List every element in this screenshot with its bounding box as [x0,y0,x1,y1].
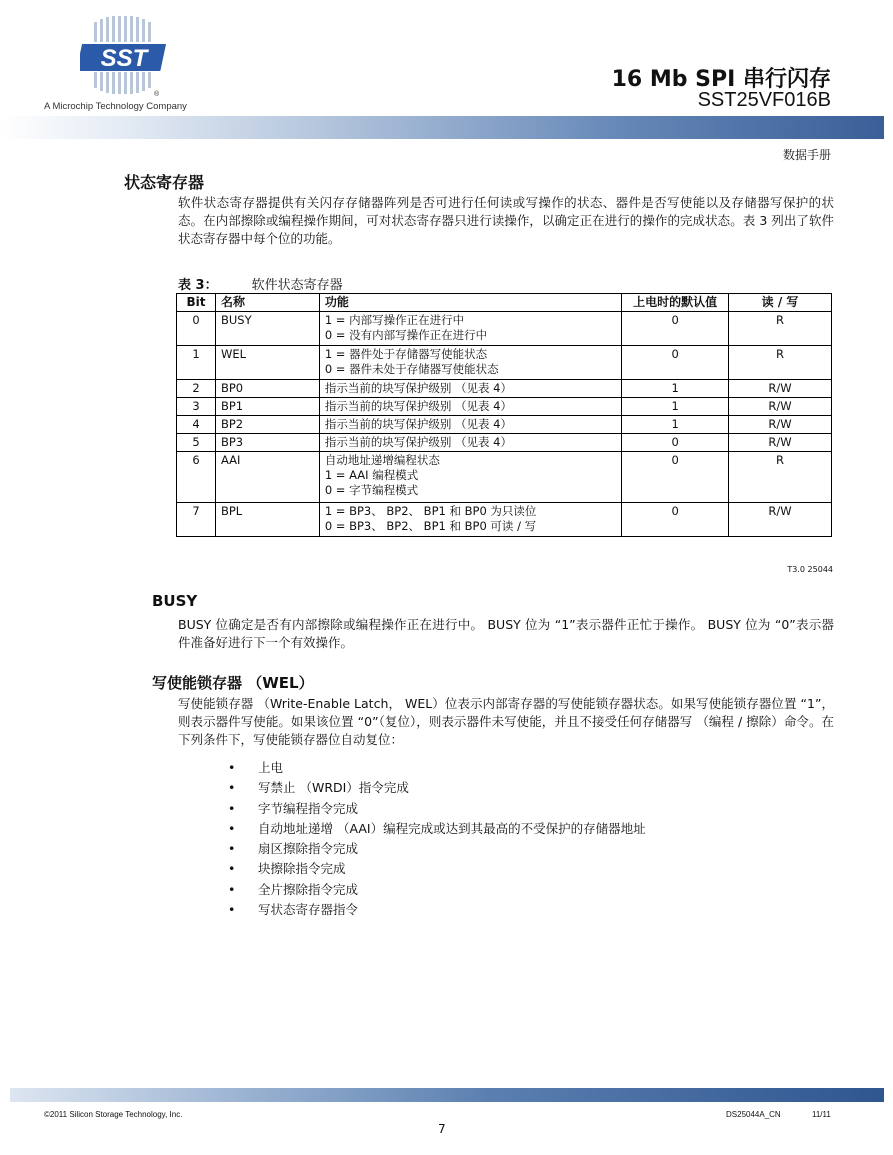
bullet-icon: • [228,820,236,836]
subsection-heading-wel: 写使能锁存器 （WEL） [152,674,314,692]
bullet-icon: • [228,841,236,857]
svg-text:®: ® [154,91,160,98]
table-header-row [177,294,832,312]
col-header-name: 名称 [215,294,319,312]
table-row [177,452,832,503]
table-note: T3.0 25044 [787,565,833,574]
cell-default: 1 [622,416,729,434]
cell-function [319,452,621,503]
table-caption-label: 表 3： [178,278,218,293]
function-line: 1 = 内部写操作正在进行中 [324,313,465,327]
function-line: 0 = 没有内部写操作正在进行中 [324,328,488,342]
function-line: 自动地址递增编程状态 [324,453,440,467]
table-caption [178,274,343,293]
cell-function: 指示当前的块写保护级别 （见表 4） [319,380,621,398]
logo-text: SST [100,45,148,72]
table-row [177,503,832,537]
list-item-text: 上电 [258,760,284,775]
function-line: 1 = 器件处于存储器写使能状态 [324,347,488,361]
function-line: 1 = BP3、 BP2、 BP1 和 BP0 为只读位 [324,504,537,518]
table-row [177,398,832,416]
tagline: A Microchip Technology Company [44,101,187,112]
section-heading-status-register: 状态寄存器 [124,173,205,192]
document-number: DS25044A_CN [726,1110,781,1119]
list-item [228,859,646,879]
list-item [228,778,646,798]
cell-rw: R [729,312,832,346]
wel-description: 写使能锁存器 （Write-Enable Latch， WEL）位表示内部寄存器的写使能锁存器状态。如果写使能锁存器位置 “1”，则表示器件写使能。如果该位置 “0”（复位），则表示器件未写使能，并且不接受任何存储器写 （编程 / 擦除）命令。在下列条件下，写使能锁存器位自动复位： [178,696,834,747]
table-row [177,346,832,380]
cell-default: 0 [622,346,729,380]
cell-rw: R/W [729,434,832,452]
document-title: 16 Mb SPI 串行闪存 [611,67,831,92]
cell-rw: R/W [729,416,832,434]
cell-name: AAI [215,452,319,503]
cell-bit: 3 [177,398,216,416]
cell-function [319,312,621,346]
status-register-intro: 软件状态寄存器提供有关闪存存储器阵列是否可进行任何读或写操作的状态、器件是否写使能以及存储器写保护的状态。在内部擦除或编程操作期间，可对状态寄存器只进行读操作，以确定正在进行的操作的完成状态。表 3 列出了软件状态寄存器中每个位的功能。 [178,195,834,246]
header-band [0,116,884,139]
bullet-icon: • [228,861,236,877]
bullet-icon: • [228,760,236,775]
table-row [177,380,832,398]
busy-description: BUSY 位确定是否有内部擦除或编程操作正在进行中。 BUSY 位为 “1”表示器件正忙于操作。 BUSY 位为 “0”表示器件准备好进行下一个有效操作。 [178,617,834,650]
col-header-default: 上电时的默认值 [622,294,729,312]
cell-name: WEL [215,346,319,380]
copyright: ©2011 Silicon Storage Technology, Inc. [44,1110,183,1119]
list-item [228,799,646,819]
subsection-heading-busy: BUSY [152,592,198,610]
cell-name: BP3 [215,434,319,452]
list-item [228,900,646,920]
function-line: 0 = 器件未处于存储器写使能状态 [324,362,499,376]
cell-rw: R [729,452,832,503]
list-item [228,819,646,839]
list-item-text: 块擦除指令完成 [258,861,346,877]
table-row [177,312,832,346]
list-item-text: 全片擦除指令完成 [258,881,359,897]
cell-default: 0 [622,452,729,503]
footer-band [10,1088,884,1102]
part-number: SST25VF016B [697,89,831,111]
page-number: 7 [438,1122,446,1136]
list-item [228,758,646,778]
list-item-text: 写状态寄存器指令 [258,902,359,918]
status-register-table [176,293,832,537]
cell-bit: 4 [177,416,216,434]
bullet-icon: • [228,881,236,897]
wel-reset-conditions-list [228,758,646,920]
cell-default: 1 [622,398,729,416]
table-caption-title: 软件状态寄存器 [251,278,343,293]
cell-rw: R/W [729,380,832,398]
cell-name: BUSY [215,312,319,346]
cell-name: BP1 [215,398,319,416]
cell-function: 指示当前的块写保护级别 （见表 4） [319,416,621,434]
cell-name: BPL [215,503,319,537]
function-line: 0 = BP3、 BP2、 BP1 和 BP0 可读 / 写 [324,519,537,533]
cell-function: 指示当前的块写保护级别 （见表 4） [319,434,621,452]
list-item-text: 自动地址递增 （AAI）编程完成或达到其最高的不受保护的存储器地址 [258,820,646,836]
col-header-function: 功能 [319,294,621,312]
table-row [177,416,832,434]
list-item-text: 扇区擦除指令完成 [258,841,359,857]
cell-function: 指示当前的块写保护级别 （见表 4） [319,398,621,416]
list-item-text: 字节编程指令完成 [258,800,359,816]
cell-bit: 0 [177,312,216,346]
list-item [228,880,646,900]
cell-default: 0 [622,434,729,452]
cell-default: 0 [622,503,729,537]
cell-name: BP2 [215,416,319,434]
sst-logo [80,16,170,100]
list-item-text: 写禁止 （WRDI）指令完成 [258,780,409,796]
document-date: 11/11 [812,1110,831,1119]
cell-function [319,346,621,380]
cell-name: BP0 [215,380,319,398]
list-item [228,839,646,859]
cell-rw: R/W [729,503,832,537]
cell-default: 0 [622,312,729,346]
doc-type: 数据手册 [782,148,831,162]
cell-bit: 7 [177,503,216,537]
col-header-rw: 读 / 写 [729,294,832,312]
bullet-icon: • [228,800,236,816]
cell-rw: R [729,346,832,380]
cell-rw: R/W [729,398,832,416]
cell-default: 1 [622,380,729,398]
cell-bit: 1 [177,346,216,380]
cell-bit: 5 [177,434,216,452]
function-line: 0 = 字节编程模式 [324,483,419,497]
col-header-bit: Bit [177,294,216,312]
cell-function [319,503,621,537]
bullet-icon: • [228,780,236,796]
table-row [177,434,832,452]
cell-bit: 6 [177,452,216,503]
cell-bit: 2 [177,380,216,398]
bullet-icon: • [228,902,236,918]
function-line: 1 = AAI 编程模式 [324,468,419,482]
